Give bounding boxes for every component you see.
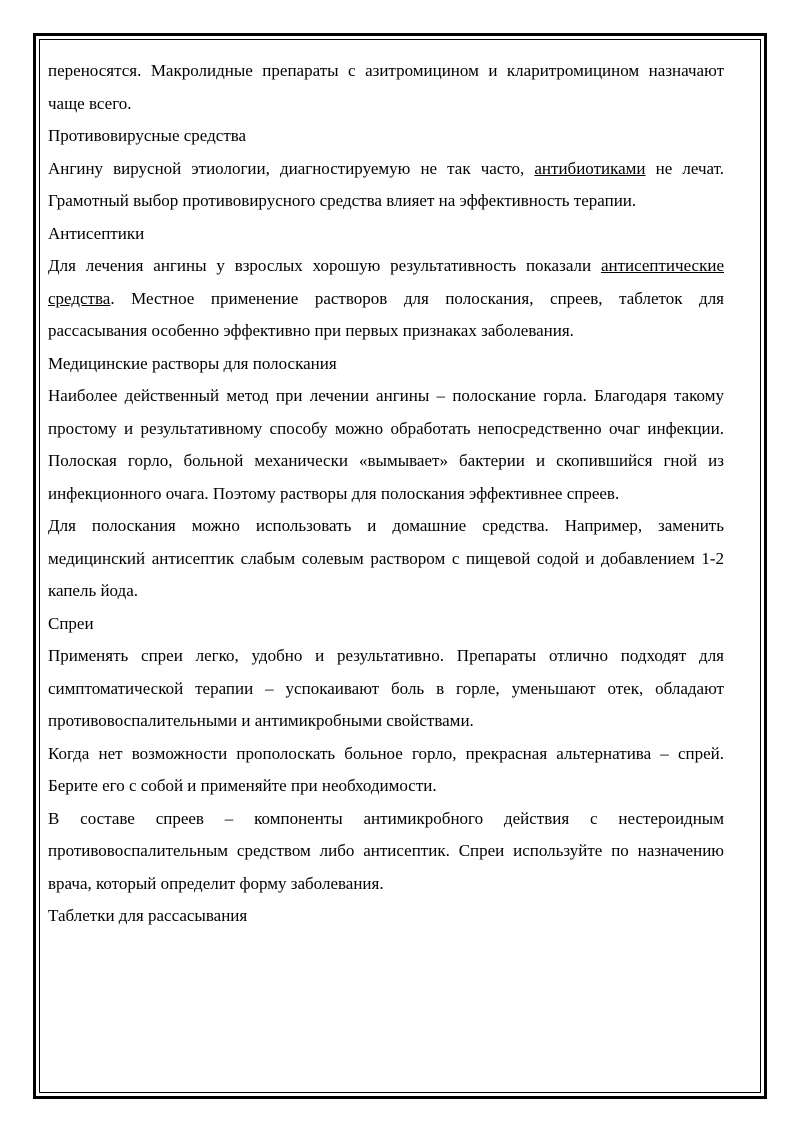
link-antiseptic-agents[interactable]: антисептические средства: [48, 256, 724, 308]
paragraph-sprays-composition: В составе спреев – компоненты антимикробного действия с нестероидным противовоспалительным средством либо антисептик. Спреи используйте по назначению врача, который определит форму заболевания.: [48, 808, 724, 893]
paragraph-gargling-method: Наиболее действенный метод при лечении ангины – полоскание горла. Благодаря такому простому и результативному способу можно обработать непосредственно очаг инфекции. Полоская горло, больной механически «вымывает» бактерии и скопившийся гной из инфекционного очага. Поэтому растворы для полоскания эффективнее спреев.: [48, 386, 724, 503]
paragraph-antiseptics: [48, 250, 724, 348]
link-antibiotics[interactable]: антибиотиками: [534, 158, 646, 178]
paragraph-antiviral-text-start: Ангину вирусной этиологии, диагностируемую не так часто,: [48, 158, 535, 178]
paragraph-sprays-alternative: Когда нет возможности прополоскать больное горло, прекрасная альтернатива – спрей. Берите его с собой и применяйте при необходимости.: [48, 743, 724, 795]
document-body: [48, 55, 724, 933]
heading-antiseptics: Антисептики: [48, 223, 145, 243]
paragraph-antiviral-text-end: не лечат. Грамотный выбор противовирусного средства влияет на эффективность терапии.: [48, 158, 724, 210]
paragraph-antiseptics-text-end: . Местное применение растворов для полоскания, спреев, таблеток для рассасывания особенно эффективно при первых признаках заболевания.: [48, 288, 724, 340]
heading-lozenges: Таблетки для рассасывания: [48, 906, 248, 925]
heading-sprays: Спреи: [48, 613, 94, 633]
paragraph-antiseptics-text-start: Для лечения ангины у взрослых хорошую результативность показали: [48, 256, 601, 275]
paragraph-home-remedies: Для полоскания можно использовать и домашние средства. Например, заменить медицинский антисептик слабым солевым раствором с пищевой содой и добавлением 1-2 капель йода.: [48, 516, 724, 600]
paragraph-antiviral: [48, 153, 724, 218]
paragraph-sprays-benefits: Применять спреи легко, удобно и результативно. Препараты отлично подходят для симптоматической терапии – успокаивают боль в горле, уменьшают отек, обладают противовоспалительными и антимикробными свойствами.: [48, 646, 724, 730]
heading-gargle-solutions: Медицинские растворы для полоскания: [48, 353, 337, 373]
heading-antiviral: Противовирусные средства: [48, 126, 247, 145]
paragraph-macrolides: переносятся. Макролидные препараты с азитромицином и кларитромицином назначают чаще всего.: [48, 61, 724, 113]
